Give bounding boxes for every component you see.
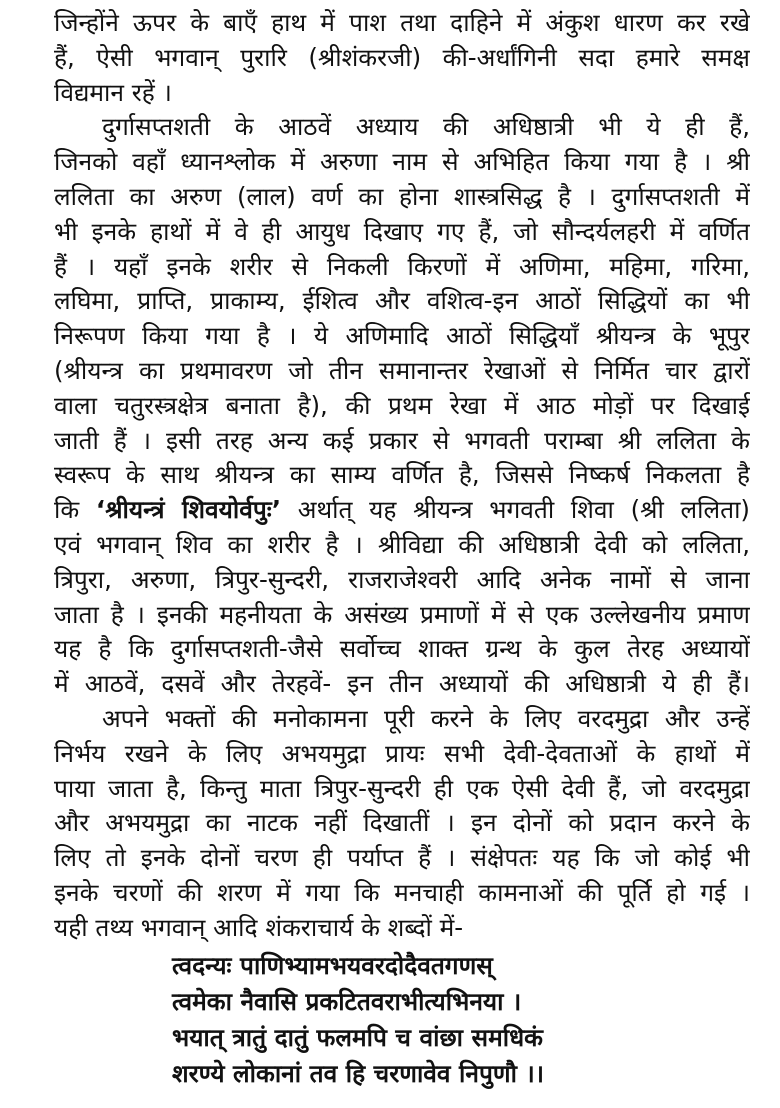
text-line: दुर्गासप्तशती के आठवें अध्याय की अधिष्ठात्री भी ये ही हैं,: [102, 112, 750, 142]
quote-suffix: अर्थात् यह श्रीयन्त्र भगवती शिवा (श्री ललिता): [281, 495, 750, 525]
verse-line: त्वमेका नैवासि प्रकटितवराभीत्यभिनया ।: [172, 986, 522, 1016]
paragraph-1: [54, 6, 750, 110]
text-line: यही तथ्य भगवान् आदि शंकराचार्य के शब्दों में-: [54, 912, 464, 942]
text-line: भी इनके हाथों में वे ही आयुध दिखाए गए हैं, जो सौन्दर्यलहरी में वर्णित: [54, 216, 750, 246]
text-line: पाया जाता है, किन्तु माता त्रिपुर-सुन्दरी ही एक ऐसी देवी हैं, जो वरदमुद्रा: [54, 773, 750, 803]
text-line: निरूपण किया गया है । ये अणिमादि आठों सिद्धियाँ श्रीयन्त्र के भूपुर: [54, 321, 750, 351]
quote-line: [54, 493, 750, 528]
text-line: विद्यमान रहें ।: [54, 77, 172, 107]
text-line: जिनको वहाँ ध्यानश्लोक में अरुणा नाम से अभिहित किया गया है । श्री: [54, 147, 750, 177]
sanskrit-verse: [54, 948, 750, 1092]
text-line: लिए तो इनके दोनों चरण ही पर्याप्त हैं । संक्षेपतः यह कि जो कोई भी: [54, 843, 750, 873]
verse-line: भयात् त्रातुं दातुं फलमपि च वांछा समधिकं: [172, 1022, 543, 1052]
quote-prefix: कि: [54, 495, 96, 525]
text-line: जाता है । इनकी महनीयता के असंख्य प्रमाणों में से एक उल्लेखनीय प्रमाण: [54, 599, 750, 629]
text-line: लघिमा, प्राप्ति, प्राकाम्य, ईशित्व और वशित्व-इन आठों सिद्धियों का भी: [54, 286, 750, 316]
text-line: और अभयमुद्रा का नाटक नहीं दिखातीं । इन दोनों को प्रदान करने के: [54, 808, 750, 838]
text-line: स्वरूप के साथ श्रीयन्त्र का साम्य वर्णित है, जिससे निष्कर्ष निकलता है: [54, 460, 750, 490]
text-line: त्रिपुरा, अरुणा, त्रिपुर-सुन्दरी, राजराजेश्वरी आदि अनेक नामों से जाना: [54, 564, 750, 594]
text-line: निर्भय रखने के लिए अभयमुद्रा प्रायः सभी देवी-देवताओं के हाथों में: [54, 738, 750, 768]
text-line: वाला चतुरस्त्रक्षेत्र बनाता है), की प्रथम रेखा में आठ मोड़ों पर दिखाई: [54, 390, 750, 420]
text-line: ललिता का अरुण (लाल) वर्ण का होना शास्त्रसिद्ध है । दुर्गासप्तशती में: [54, 181, 750, 211]
text-line: यह है कि दुर्गासप्तशती-जैसे सर्वोच्च शाक्त ग्रन्थ के कुल तेरह अध्यायों: [54, 634, 750, 664]
text-line: में आठवें, दसवें और तेरहवें- इन तीन अध्यायों की अधिष्ठात्री ये ही हैं।: [54, 669, 750, 699]
paragraph-3: [54, 702, 750, 946]
text-line: जाती हैं । इसी तरह अन्य कई प्रकार से भगवती पराम्बा श्री ललिता के: [54, 425, 750, 455]
paragraph-2: [54, 110, 750, 702]
text-line: हैं, ऐसी भगवान् पुरारि (श्रीशंकरजी) की-अर्धांगिनी सदा हमारे समक्ष: [54, 42, 750, 72]
text-line: एवं भगवान् शिव का शरीर है । श्रीविद्या की अधिष्ठात्री देवी को ललिता,: [54, 529, 750, 559]
verse-line: त्वदन्यः पाणिभ्यामभयवरदोदैवतगणस्: [172, 950, 493, 980]
text-line: अपने भक्तों की मनोकामना पूरी करने के लिए वरदमुद्रा और उन्हें: [102, 703, 750, 733]
text-line: हैं । यहाँ इनके शरीर से निकली किरणों में अणिमा, महिमा, गरिमा,: [54, 251, 750, 281]
text-line: जिन्होंने ऊपर के बाएँ हाथ में पाश तथा दाहिने में अंकुश धारण कर रखे: [54, 8, 750, 37]
sanskrit-quote: ‘श्रीयन्त्रं शिवयोर्वपुः’: [95, 495, 282, 525]
verse-line: शरण्ये लोकानां तव हि चरणावेव निपुणौ ।।: [172, 1058, 545, 1088]
text-line: (श्रीयन्त्र का प्रथमावरण जो तीन समानान्तर रेखाओं से निर्मित चार द्वारों: [54, 355, 750, 385]
text-line: इनके चरणों की शरण में गया कि मनचाही कामनाओं की पूर्ति हो गई ।: [54, 877, 750, 907]
